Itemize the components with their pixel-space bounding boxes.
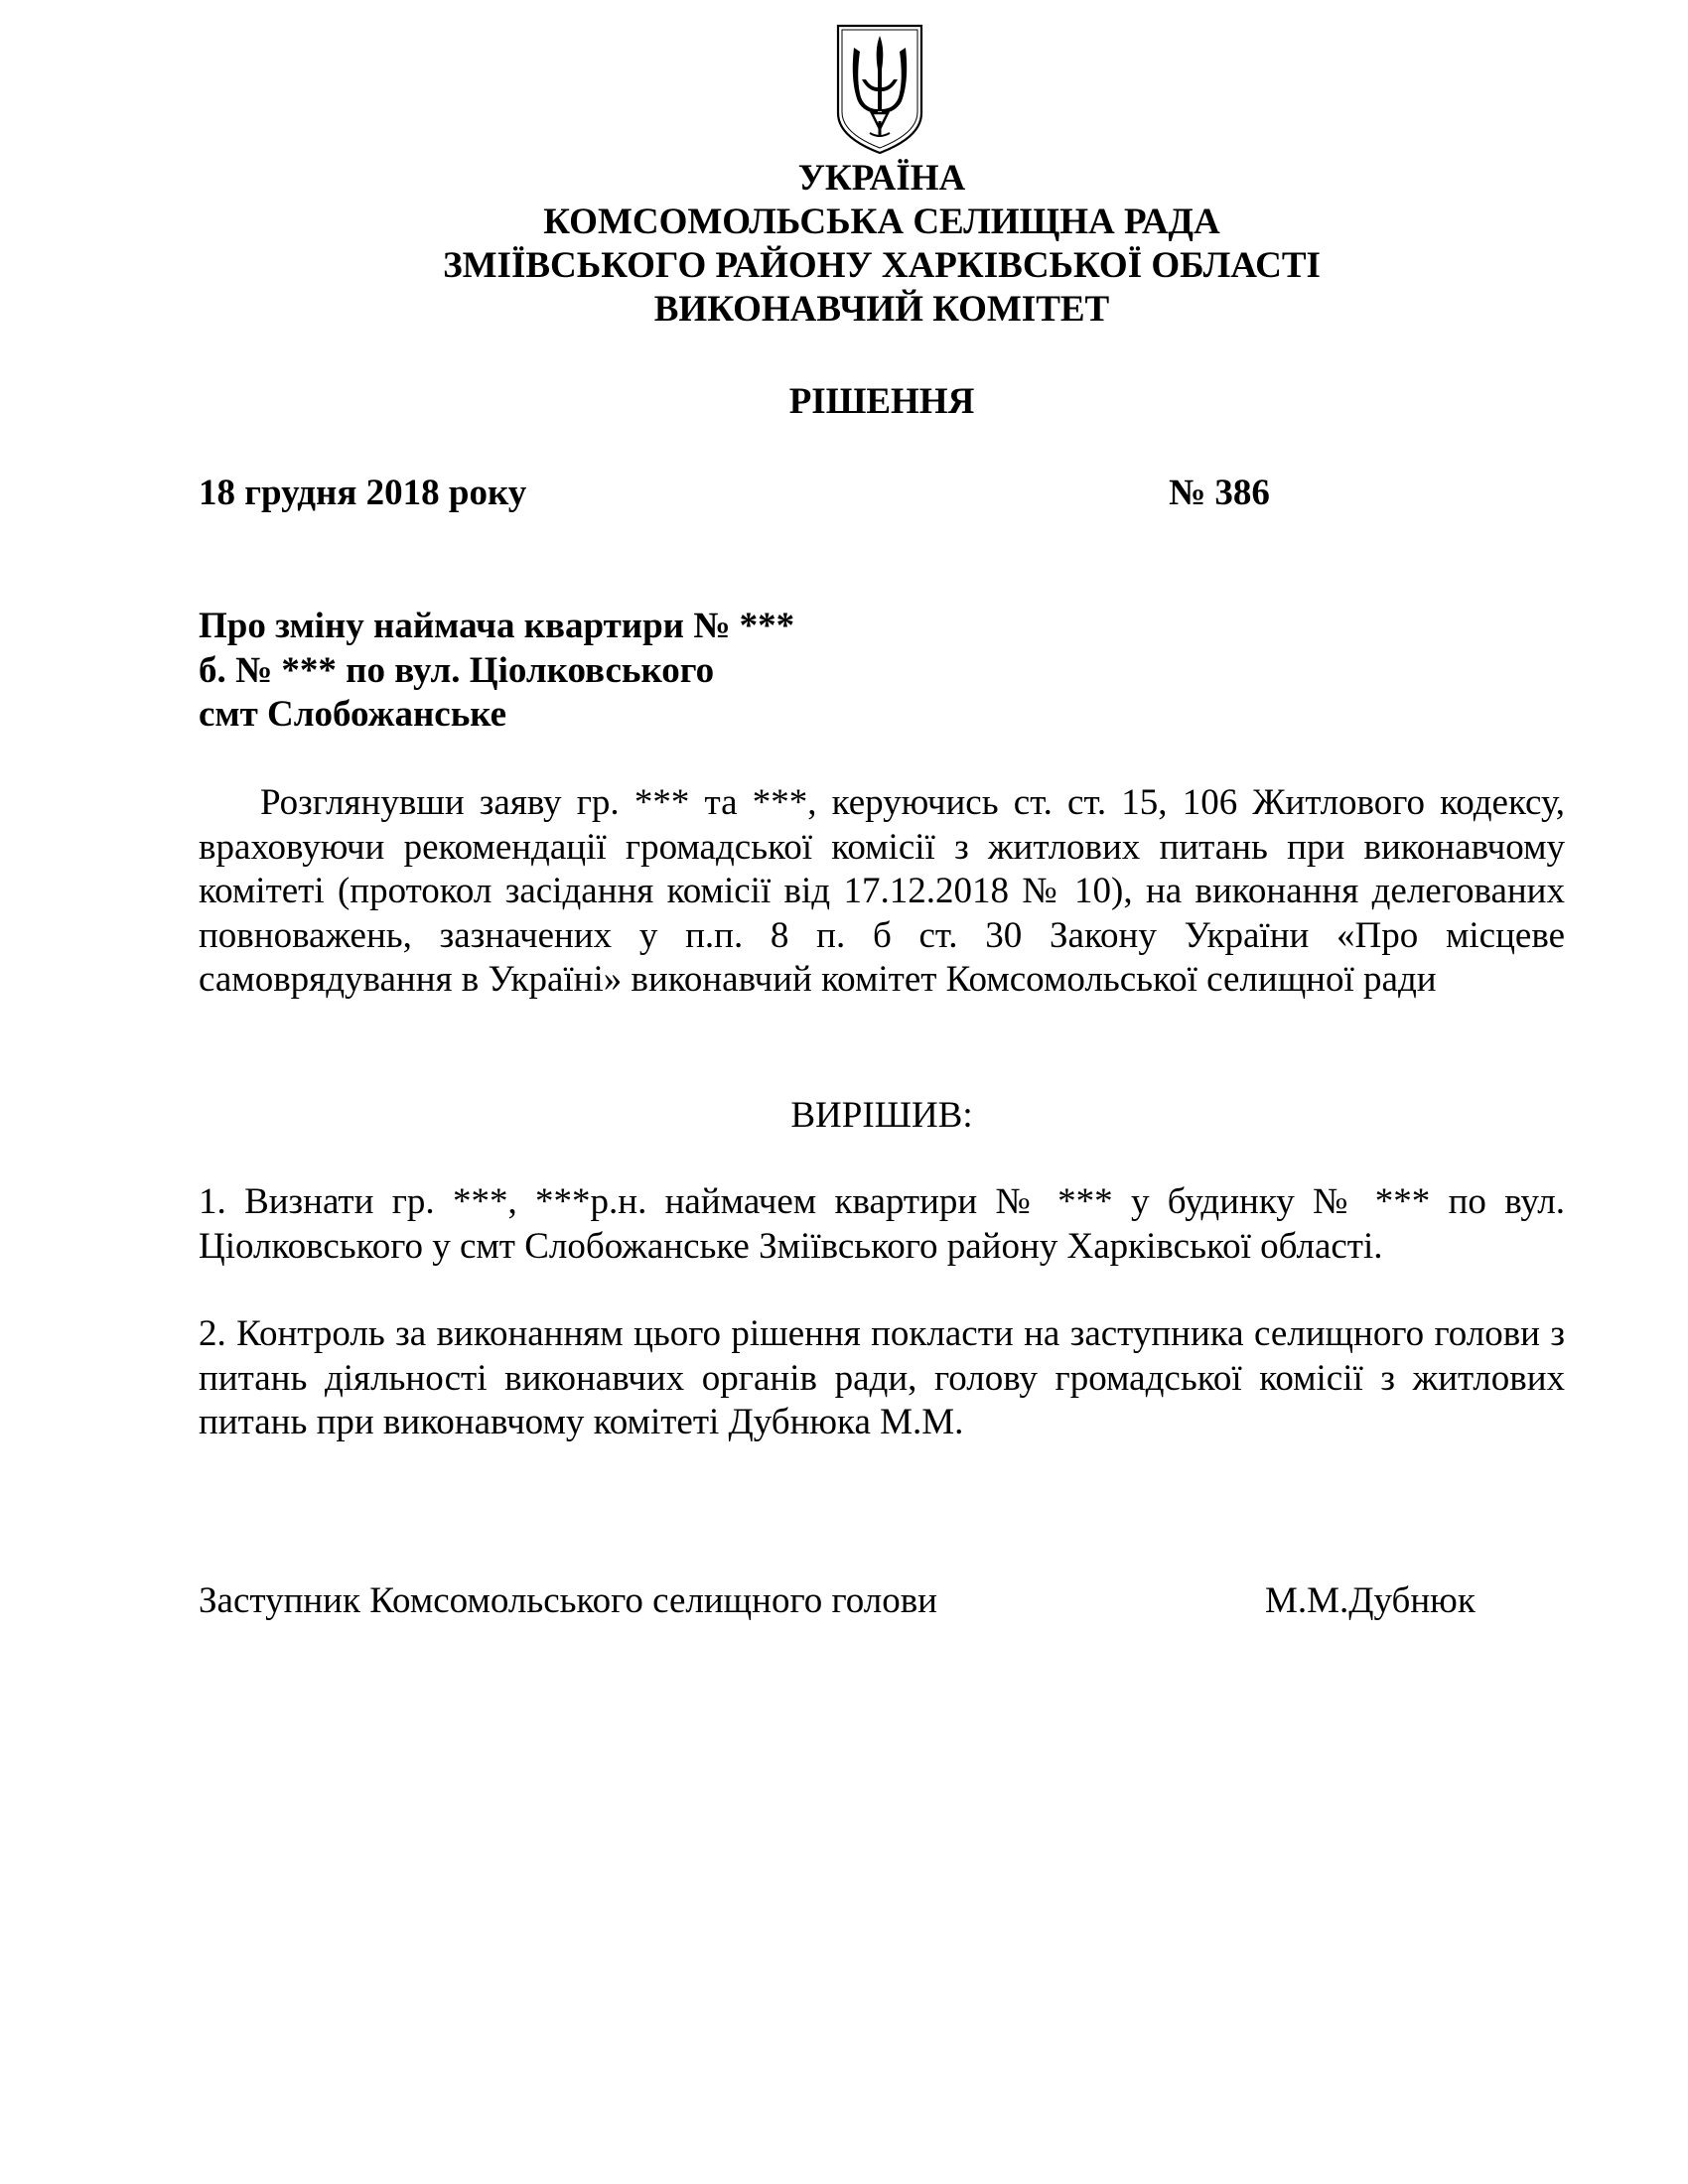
document-subject: [199, 605, 794, 738]
signature-row: [199, 1579, 1489, 1623]
trident-coat-of-arms-icon: [832, 22, 927, 157]
document-number: № 386: [1169, 473, 1270, 513]
resolved-heading: ВИРІШИВ:: [790, 1095, 973, 1136]
date-number-row: [199, 472, 1291, 515]
signatory-position: Заступник Комсомольського селищного голови: [199, 1580, 937, 1621]
subject-line-2: б. № *** по вул. Ціолковського: [199, 649, 715, 691]
subject-line-3: смт Слобожанське: [199, 694, 507, 735]
resolution-item-1: 1. Визнати гр. ***, ***р.н. наймачем квартири № *** у будинку № *** по вул. Ціолковського у смт Слобожанське Зміївського району Харківської області.: [199, 1181, 1565, 1267]
subject-line-1: Про зміну наймача квартири № ***: [199, 606, 795, 646]
country-name: УКРАЇНА: [797, 158, 966, 199]
resolution-item-2: 2. Контроль за виконанням цього рішення покласти на заступника селищного голови з питань діяльності виконавчих органів ради, голову громадської комісії з житлових питань при виконавчому комітеті Дубнюка М.М.: [199, 1313, 1565, 1442]
document-title: РІШЕННЯ: [788, 381, 975, 422]
district-name: ЗМІЇВСЬКОГО РАЙОНУ ХАРКІВСЬКОЇ ОБЛАСТІ: [443, 245, 1321, 286]
signatory-name: М.М.Дубнюк: [1265, 1580, 1476, 1621]
council-name: КОМСОМОЛЬСЬКА СЕЛИЩНА РАДА: [543, 202, 1220, 242]
document-header: [0, 157, 1688, 332]
committee-name: ВИКОНАВЧИЙ КОМІТЕТ: [653, 289, 1110, 330]
preamble-paragraph: Розглянувши заяву гр. *** та ***, керуючись ст. ст. 15, 106 Житлового кодексу, враховуючи рекомендації громадської комісії з житлових питань при виконавчому комітеті (протокол засідання комісії від 17.12.2018 № 10), на виконання делегованих повноважень, зазначених у п.п. 8 п. б ст. 30 Закону України «Про місцеве самоврядування в Україні» виконавчий комітет Комсомольської селищної ради: [199, 782, 1565, 1000]
document-date: 18 грудня 2018 року: [199, 473, 527, 513]
